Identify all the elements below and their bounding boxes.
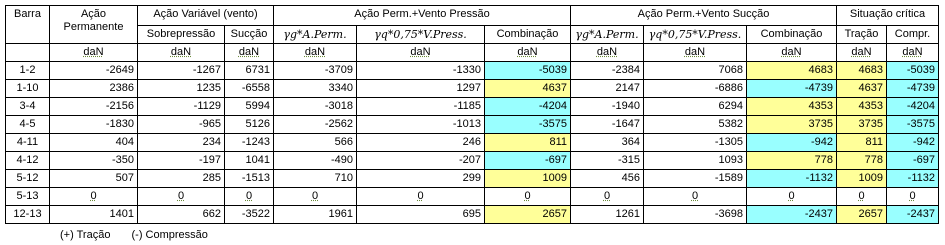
unit-cell: daN [357,44,485,62]
cell-acao-permanente: 1401 [50,206,138,224]
cell-gamma-g-succao: 1261 [571,206,644,224]
unit-cell: daN [485,44,571,62]
cell-acao-permanente: -1830 [50,116,138,134]
cell-tracao: 2657 [837,206,887,224]
header-barra: Barra [6,6,50,44]
cell-gamma-q-succao: 6294 [644,98,747,116]
cell-combinacao-pressao: -697 [485,152,571,170]
cell-combinacao-succao: 0 [747,188,837,206]
cell-barra: 4-11 [6,134,50,152]
cell-combinacao-succao: -2437 [747,206,837,224]
table-row [6,170,939,188]
cell-compr: -5039 [887,62,939,80]
cell-acao-permanente: -2649 [50,62,138,80]
cell-barra: 4-12 [6,152,50,170]
cell-combinacao-succao: -1132 [747,170,837,188]
cell-gamma-q-succao: 1093 [644,152,747,170]
cell-combinacao-succao: -4739 [747,80,837,98]
cell-combinacao-succao: 3735 [747,116,837,134]
cell-compr: 0 [887,188,939,206]
cell-combinacao-succao: 4353 [747,98,837,116]
cell-gamma-q-pressao: 1297 [357,80,485,98]
cell-gamma-q-pressao: -207 [357,152,485,170]
cell-tracao: 4353 [837,98,887,116]
unit-cell: daN [837,44,887,62]
cell-tracao: 1009 [837,170,887,188]
cell-gamma-q-succao: 7068 [644,62,747,80]
cell-gamma-g-succao: -1940 [571,98,644,116]
cell-barra: 3-4 [6,98,50,116]
cell-tracao: 4683 [837,62,887,80]
table-row [6,80,939,98]
cell-gamma-g-succao: -2384 [571,62,644,80]
unit-cell: daN [887,44,939,62]
cell-combinacao-pressao: 2657 [485,206,571,224]
cell-gamma-g-succao: -315 [571,152,644,170]
cell-gamma-q-succao: -6886 [644,80,747,98]
cell-gamma-q-succao: -1305 [644,134,747,152]
cell-combinacao-pressao: 0 [485,188,571,206]
cell-gamma-q-pressao: -1013 [357,116,485,134]
cell-gamma-g-pressao: -490 [274,152,357,170]
header-row-1 [6,6,939,26]
cell-sobrepressao: 1235 [138,80,225,98]
cell-gamma-g-pressao: 0 [274,188,357,206]
cell-acao-permanente: 507 [50,170,138,188]
cell-gamma-q-succao: -3698 [644,206,747,224]
cell-gamma-q-succao: 5382 [644,116,747,134]
units-row [6,44,939,62]
cell-gamma-q-succao: -1589 [644,170,747,188]
cell-combinacao-succao: 4683 [747,62,837,80]
table-row [6,206,939,224]
cell-sobrepressao: 234 [138,134,225,152]
header-situacao-critica: Situação crítica [837,6,939,26]
table-row [6,152,939,170]
header-sobrepressao: Sobrepressão [138,26,225,44]
cell-succao: 0 [225,188,274,206]
cell-succao: 5126 [225,116,274,134]
cell-combinacao-pressao: 4637 [485,80,571,98]
cell-gamma-q-pressao: 0 [357,188,485,206]
cell-succao: -1243 [225,134,274,152]
cell-gamma-g-succao: 456 [571,170,644,188]
cell-barra: 5-12 [6,170,50,188]
cell-barra: 5-13 [6,188,50,206]
header-gamma-q-succao: γq*0,75*V.Press. [644,26,747,44]
cell-gamma-g-succao: 2147 [571,80,644,98]
header-combinacao-pressao: Combinação [485,26,571,44]
unit-cell: daN [644,44,747,62]
cell-sobrepressao: 0 [138,188,225,206]
results-table-container [5,5,939,224]
header-gamma-q-pressao: γq*0,75*V.Press. [357,26,485,44]
cell-acao-permanente: -350 [50,152,138,170]
cell-tracao: 811 [837,134,887,152]
cell-compr: -1132 [887,170,939,188]
table-row [6,62,939,80]
cell-barra: 1-10 [6,80,50,98]
unit-cell: daN [274,44,357,62]
table-row [6,116,939,134]
cell-sobrepressao: 285 [138,170,225,188]
cell-tracao: 0 [837,188,887,206]
cell-acao-permanente: 0 [50,188,138,206]
cell-gamma-q-pressao: 299 [357,170,485,188]
cell-compr: -942 [887,134,939,152]
cell-compr: -3575 [887,116,939,134]
header-gamma-g-pressao: γg*A.Perm. [274,26,357,44]
legend-tracao: (+) Tração [60,229,111,241]
table-row [6,188,939,206]
cell-succao: 1041 [225,152,274,170]
cell-sobrepressao: -1267 [138,62,225,80]
cell-barra: 4-5 [6,116,50,134]
header-acao-permanente: Ação Permanente [50,6,138,44]
unit-cell: daN [225,44,274,62]
header-compr: Compr. [887,26,939,44]
cell-combinacao-succao: -942 [747,134,837,152]
cell-compr: -4739 [887,80,939,98]
cell-succao: -3522 [225,206,274,224]
cell-succao: -6558 [225,80,274,98]
cell-compr: -2437 [887,206,939,224]
cell-gamma-g-succao: 364 [571,134,644,152]
header-combinacao-succao: Combinação [747,26,837,44]
cell-combinacao-pressao: -3575 [485,116,571,134]
cell-combinacao-succao: 778 [747,152,837,170]
cell-combinacao-pressao: -4204 [485,98,571,116]
legend [60,229,226,241]
unit-cell: daN [50,44,138,62]
cell-compr: -697 [887,152,939,170]
cell-succao: 6731 [225,62,274,80]
header-tracao: Tração [837,26,887,44]
cell-gamma-g-succao: -1647 [571,116,644,134]
cell-barra: 12-13 [6,206,50,224]
cell-tracao: 3735 [837,116,887,134]
table-row [6,134,939,152]
units-blank [6,44,50,62]
cell-combinacao-pressao: 1009 [485,170,571,188]
header-perm-vento-pressao: Ação Perm.+Vento Pressão [274,6,571,26]
cell-succao: -1513 [225,170,274,188]
header-row-2 [6,26,939,44]
unit-cell: daN [571,44,644,62]
cell-sobrepressao: -965 [138,116,225,134]
cell-gamma-g-pressao: 1961 [274,206,357,224]
unit-cell: daN [747,44,837,62]
unit-cell: daN [138,44,225,62]
cell-gamma-g-pressao: -3709 [274,62,357,80]
cell-sobrepressao: -1129 [138,98,225,116]
cell-gamma-g-succao: 0 [571,188,644,206]
cell-sobrepressao: 662 [138,206,225,224]
cell-compr: -4204 [887,98,939,116]
cell-gamma-g-pressao: -2562 [274,116,357,134]
header-acao-variavel: Ação Variável (vento) [138,6,274,26]
cell-sobrepressao: -197 [138,152,225,170]
cell-gamma-q-pressao: 246 [357,134,485,152]
cell-gamma-g-pressao: 3340 [274,80,357,98]
cell-combinacao-pressao: -5039 [485,62,571,80]
legend-compressao: (-) Compressão [131,229,208,241]
cell-barra: 1-2 [6,62,50,80]
table-body [6,62,939,224]
cell-gamma-q-pressao: -1330 [357,62,485,80]
cell-succao: 5994 [225,98,274,116]
cell-gamma-q-pressao: -1185 [357,98,485,116]
cell-acao-permanente: 404 [50,134,138,152]
table-row [6,98,939,116]
header-succao: Sucção [225,26,274,44]
cell-tracao: 778 [837,152,887,170]
cell-tracao: 4637 [837,80,887,98]
cell-acao-permanente: -2156 [50,98,138,116]
cell-gamma-g-pressao: 710 [274,170,357,188]
cell-gamma-q-succao: 0 [644,188,747,206]
cell-gamma-g-pressao: -3018 [274,98,357,116]
cell-gamma-g-pressao: 566 [274,134,357,152]
header-gamma-g-succao: γg*A.Perm. [571,26,644,44]
cell-acao-permanente: 2386 [50,80,138,98]
header-perm-vento-succao: Ação Perm.+Vento Sucção [571,6,837,26]
cell-combinacao-pressao: 811 [485,134,571,152]
cell-gamma-q-pressao: 695 [357,206,485,224]
results-table [5,5,939,224]
